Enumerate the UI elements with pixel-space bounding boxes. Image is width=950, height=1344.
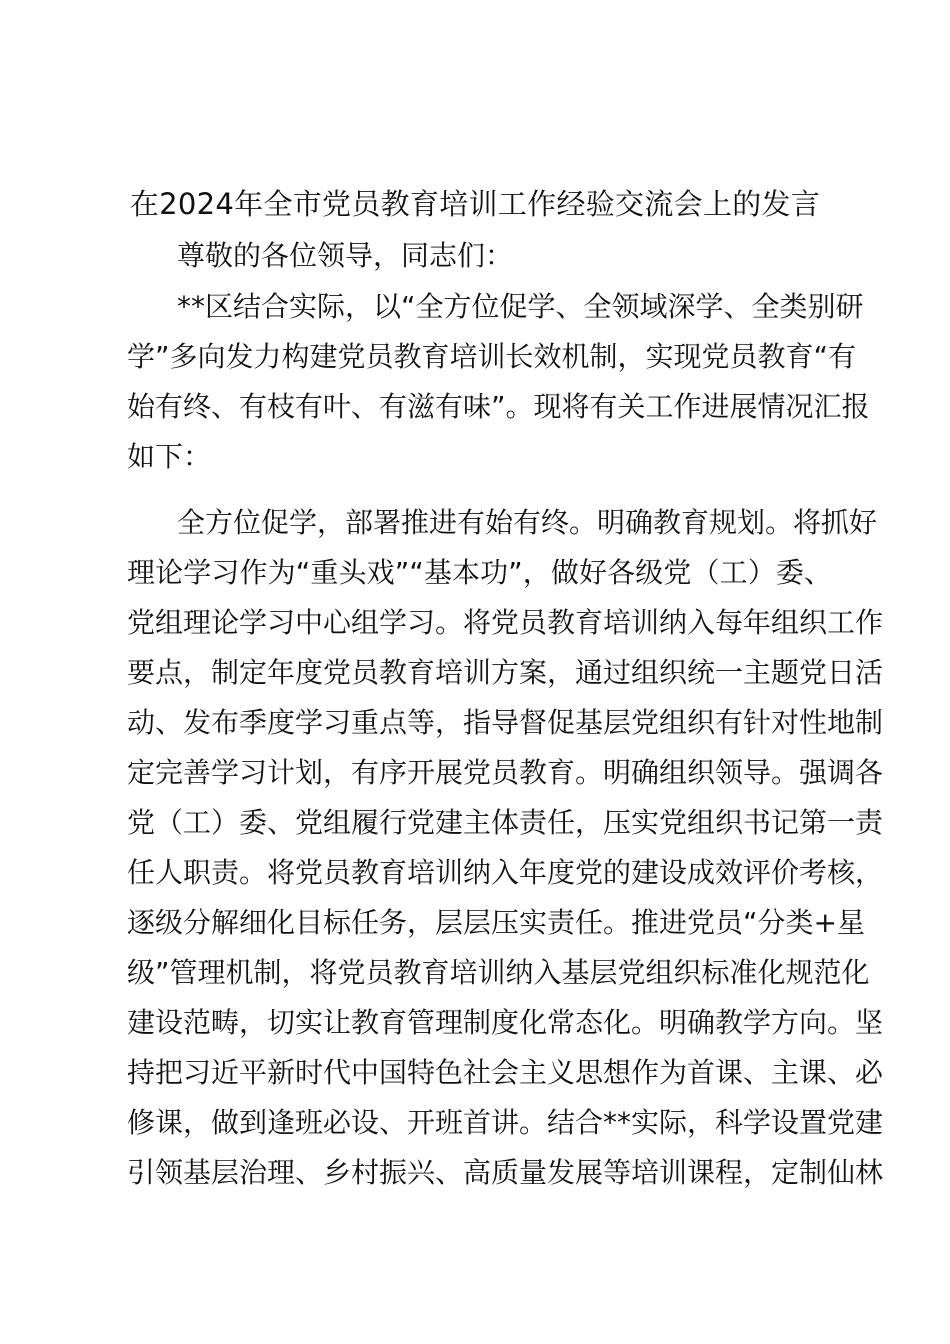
text-line: 如下：	[127, 440, 212, 473]
text-line: 修课，做到逢班必设、开班首讲。结合**实际，科学设置党建	[127, 1106, 884, 1139]
text-line: 要点，制定年度党员教育培训方案，通过组织统一主题党日活	[127, 656, 884, 689]
text-line: 逐级分解细化目标任务，层层压实责任。推进党员“分类+星	[127, 906, 865, 939]
text-line: **区结合实际，以“全方位促学、全领域深学、全类别研	[177, 290, 864, 323]
salutation: 尊敬的各位领导，同志们：	[177, 239, 514, 272]
paragraph	[127, 498, 884, 1198]
paragraph	[127, 282, 870, 482]
text-line: 任人职责。将党员教育培训纳入年度党的建设成效评价考核，	[127, 856, 884, 889]
document-title: 在2024年全市党员教育培训工作经验交流会上的发言	[129, 187, 821, 221]
text-line: 党组理论学习中心组学习。将党员教育培训纳入每年组织工作	[127, 606, 884, 639]
text-line: 理论学习作为“重头戏”“基本功”，做好各级党（工）委、	[127, 556, 832, 589]
document-body	[127, 282, 884, 1198]
text-line: 引领基层治理、乡村振兴、高质量发展等培训课程，定制仙林	[127, 1156, 884, 1189]
text-line: 定完善学习计划，有序开展党员教育。明确组织领导。强调各	[127, 756, 884, 789]
text-line: 持把习近平新时代中国特色社会主义思想作为首课、主课、必	[127, 1056, 884, 1089]
text-line: 动、发布季度学习重点等，指导督促基层党组织有针对性地制	[127, 706, 884, 739]
text-line: 级”管理机制，将党员教育培训纳入基层党组织标准化规范化	[127, 956, 870, 989]
text-line: 学”多向发力构建党员教育培训长效机制，实现党员教育“有	[127, 340, 857, 373]
text-line: 全方位促学，部署推进有始有终。明确教育规划。将抓好	[177, 506, 878, 539]
text-line: 建设范畴，切实让教育管理制度化常态化。明确教学方向。坚	[127, 1006, 884, 1039]
text-line: 党（工）委、党组履行党建主体责任，压实党组织书记第一责	[127, 806, 884, 839]
text-line: 始有终、有枝有叶、有滋有味”。现将有关工作进展情况汇报	[127, 390, 870, 423]
